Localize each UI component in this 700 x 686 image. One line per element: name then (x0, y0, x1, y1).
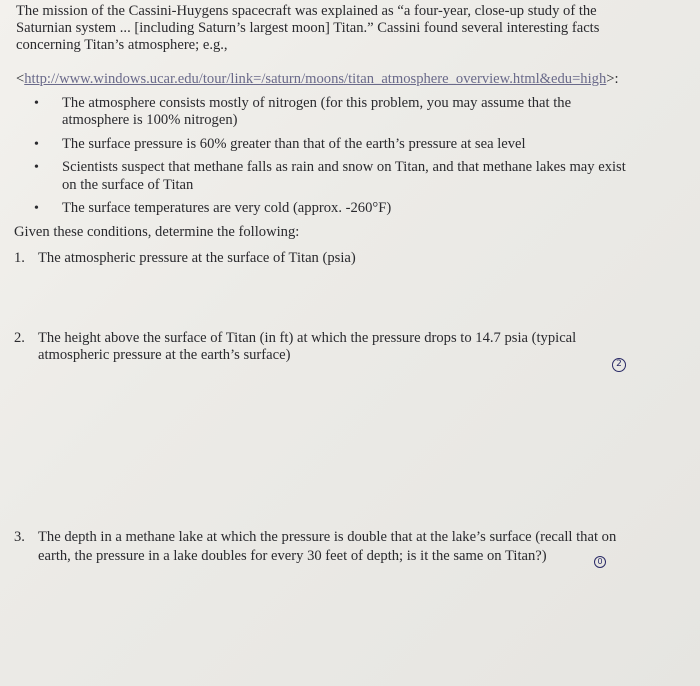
question-1-number: 1. (14, 250, 25, 266)
question-2-line-2: atmospheric pressure at the earth’s surface) (38, 347, 291, 363)
source-link-line (16, 71, 619, 88)
bullet-dot: • (34, 160, 39, 175)
intro-line-1: The mission of the Cassini-Huygens spacecraft was explained as “a four-year, close-up study of the (16, 3, 597, 19)
bullet-2-line-1: The surface pressure is 60% greater than that of the earth’s pressure at sea level (62, 136, 526, 152)
bullet-3-line-2: on the surface of Titan (62, 177, 194, 193)
bullet-dot: • (34, 96, 39, 111)
bullet-3-line-1: Scientists suspect that methane falls as rain and snow on Titan, and that methane lakes may exist (62, 159, 626, 175)
question-2-line-1: The height above the surface of Titan (in ft) at which the pressure drops to 14.7 psia (typical (38, 330, 577, 346)
link-open: < (16, 71, 25, 87)
question-2-number: 2. (14, 330, 25, 346)
bullet-dot: • (34, 201, 39, 216)
intro-line-3: concerning Titan’s atmosphere; e.g., (16, 37, 228, 53)
question-3-number: 3. (14, 529, 25, 545)
bullet-4-line-1: The surface temperatures are very cold (approx. -260°F) (62, 200, 392, 216)
source-link[interactable]: http://www.windows.ucar.edu/tour/link=/saturn/moons/titan_atmosphere_overview.html&edu=high (24, 71, 607, 87)
bullet-1-line-1: The atmosphere consists mostly of nitrogen (for this problem, you may assume that the (62, 95, 572, 111)
handwritten-mark-2: 2 (612, 358, 626, 372)
question-3-line-1: The depth in a methane lake at which the pressure is double that at the lake’s surface (recall that on (38, 529, 617, 545)
link-close: >: (606, 71, 619, 87)
bullet-dot: • (34, 137, 39, 152)
question-1-text: The atmospheric pressure at the surface of Titan (psia) (38, 250, 356, 266)
given-heading: Given these conditions, determine the following: (14, 224, 300, 240)
intro-line-2: Saturnian system ... [including Saturn’s largest moon] Titan.” Cassini found several interesting facts (16, 20, 600, 36)
bullet-1-line-2: atmosphere is 100% nitrogen) (62, 112, 238, 128)
handwritten-mark-3: 0 (594, 556, 606, 568)
question-3-line-2: earth, the pressure in a lake doubles for every 30 feet of depth; is it the same on Titan?) (38, 548, 547, 564)
